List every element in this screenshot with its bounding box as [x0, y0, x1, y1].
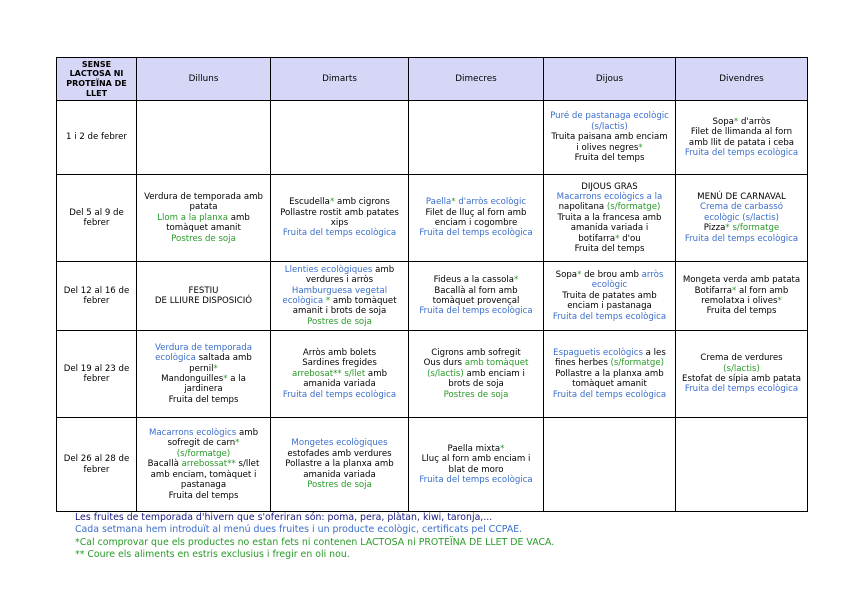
header-corner	[57, 58, 137, 101]
menu-text: *	[235, 438, 240, 449]
menu-text: Truita de patates amb	[562, 290, 657, 301]
menu-text: Truita a la francesa amb	[557, 212, 662, 223]
menu-line	[548, 122, 671, 132]
menu-text: *	[732, 285, 737, 296]
menu-line	[275, 390, 404, 400]
menu-text: ecològica	[155, 353, 196, 364]
menu-text: DIJOUS GRAS	[581, 181, 638, 192]
menu-text: Fruita del temps ecològica	[419, 474, 533, 485]
menu-line	[275, 197, 404, 207]
menu-text: napolitana	[558, 202, 607, 213]
menu-line	[141, 192, 266, 202]
menu-text: Pollastre rostit amb patates	[280, 207, 399, 218]
menu-text: Fruita del temps ecològica	[684, 233, 799, 244]
menu-text: Fruita del temps ecològica	[419, 228, 533, 239]
menu-text: Fruita del temps	[706, 306, 777, 317]
menu-text: enciam i cogombre	[434, 218, 518, 228]
menu-text: Macarrons ecològics	[148, 428, 237, 439]
menu-cell-dimarts	[271, 331, 409, 418]
week-label-line: 1 i 2 de febrer	[66, 132, 127, 143]
menu-line	[548, 312, 671, 322]
menu-text: ecològic	[591, 280, 628, 291]
menu-line	[548, 369, 671, 379]
menu-text: *	[514, 275, 519, 286]
menu-line	[413, 286, 539, 296]
menu-text: tomàquet amanit	[166, 223, 241, 234]
corner-line: PROTEÏNA DE	[66, 79, 127, 88]
menu-text: Sardines fregides	[302, 358, 377, 369]
menu-cell-dilluns	[137, 262, 271, 331]
menu-text: al forn amb	[736, 285, 789, 296]
menu-text: *	[577, 269, 582, 280]
menu-line	[680, 202, 803, 212]
menu-text: amb	[365, 368, 388, 379]
week-label	[57, 175, 137, 262]
menu-text: Pollastre a la planxa amb	[555, 368, 664, 379]
menu-text: Macarrons ecològics a la	[556, 191, 663, 202]
menu-text: arròs	[641, 269, 664, 280]
menu-cell-dimarts	[271, 175, 409, 262]
day-header-divendres: Divendres	[676, 58, 808, 101]
menu-line	[141, 223, 266, 233]
week-row	[57, 175, 808, 262]
menu-line	[680, 213, 803, 223]
menu-cell-divendres	[676, 175, 808, 262]
menu-text: Pizza	[703, 223, 726, 234]
menu-line	[548, 291, 671, 301]
menu-text: (s/lactis)	[427, 368, 464, 379]
menu-text: Postres de soja	[443, 389, 509, 400]
week-label-line: Del 12 al 16 de	[63, 285, 130, 296]
day-header-dimecres: Dimecres	[409, 58, 544, 101]
menu-text: Fruita del temps ecològica	[552, 389, 667, 400]
menu-cell-divendres	[676, 101, 808, 175]
menu-text: *	[777, 296, 782, 306]
menu-line	[548, 390, 671, 400]
menu-line	[680, 223, 803, 233]
menu-text: Fruita del temps	[168, 490, 239, 501]
menu-text: ** s/llet	[333, 368, 366, 379]
menu-line	[275, 470, 404, 480]
menu-text: Hamburguesa vegetal	[291, 285, 388, 296]
menu-text: Fruita del temps	[168, 394, 239, 405]
menu-line	[680, 384, 803, 394]
day-header-dimarts: Dimarts	[271, 58, 409, 101]
week-label-line: Del 5 al 9 de	[69, 207, 124, 218]
menu-text: a la	[227, 374, 246, 384]
menu-text: *	[615, 233, 620, 244]
menu-line	[413, 228, 539, 238]
menu-line	[275, 218, 404, 228]
menu-text: d'arròs	[738, 116, 771, 127]
menu-line	[275, 358, 404, 368]
menu-line	[548, 153, 671, 163]
menu-line	[680, 286, 803, 296]
menu-text: amb tomàquet	[464, 358, 529, 369]
menu-line	[141, 480, 266, 490]
menu-text: botifarra	[578, 233, 616, 244]
menu-text: Fruita del temps ecològica	[552, 311, 667, 322]
menu-cell-dijous	[544, 331, 676, 418]
menu-cell-dimecres	[409, 331, 544, 418]
menu-cell-dilluns	[137, 101, 271, 175]
menu-text: tomàquet provençal	[432, 296, 520, 306]
menu-text: *	[329, 197, 335, 208]
menu-text: i olives negres	[576, 142, 639, 153]
menu-text: s/formatge	[729, 223, 780, 234]
corner-line: SENSE	[81, 59, 112, 69]
menu-text: Espaguetis ecològics	[553, 347, 643, 358]
menu-text: amb	[372, 264, 395, 275]
menu-text: Cigrons amb sofregit	[431, 347, 521, 358]
menu-line	[275, 438, 404, 448]
menu-line	[413, 275, 539, 285]
week-row	[57, 331, 808, 418]
menu-text: *	[213, 363, 218, 374]
week-row	[57, 101, 808, 175]
menu-line	[141, 395, 266, 405]
menu-text: ecològic (s/lactis)	[704, 212, 779, 223]
menu-text: Paella	[425, 197, 452, 208]
week-label	[57, 331, 137, 418]
menu-cell-dijous	[544, 262, 676, 331]
menu-text: Fideus a la cassola	[433, 275, 515, 286]
menu-line	[413, 208, 539, 218]
menu-line	[141, 470, 266, 480]
menu-cell-divendres	[676, 418, 808, 512]
menu-text: *	[733, 116, 739, 127]
menu-line	[680, 306, 803, 316]
menu-text: a les	[642, 347, 666, 358]
week-row	[57, 262, 808, 331]
menu-line	[141, 364, 266, 374]
menu-line	[275, 348, 404, 358]
menu-cell-divendres	[676, 262, 808, 331]
menu-cell-dimecres	[409, 418, 544, 512]
menu-line	[275, 296, 404, 306]
menu-text: Fruita del temps	[574, 153, 645, 164]
menu-text: Fruita del temps ecològica	[282, 389, 397, 400]
menu-text: *	[223, 374, 228, 384]
menu-line	[275, 480, 404, 490]
menu-line	[548, 280, 671, 290]
corner-line: LLET	[85, 88, 108, 98]
menu-line	[275, 275, 404, 285]
menu-text: Ous durs	[423, 358, 465, 369]
menu-cell-dimarts	[271, 418, 409, 512]
menu-text: Fruita del temps	[574, 244, 645, 255]
menu-text: Truita paisana amb enciam	[551, 132, 668, 143]
menu-text: Sopa	[712, 116, 734, 127]
menu-cell-dijous	[544, 418, 676, 512]
menu-text: jardinera	[184, 384, 223, 395]
menu-line	[141, 343, 266, 353]
menu-text: Postres de soja	[171, 233, 236, 244]
menu-text: Crema de carbassó	[700, 202, 783, 213]
week-label-line: febrer	[83, 464, 110, 475]
menu-line	[275, 317, 404, 327]
menu-text: Botifarra	[694, 285, 733, 296]
menu-line	[548, 348, 671, 358]
menu-line	[141, 374, 266, 384]
week-label	[57, 262, 137, 331]
menu-text: saltada amb	[195, 353, 252, 364]
week-label-line: febrer	[83, 374, 110, 384]
menu-text: arrebossat	[181, 459, 228, 470]
menu-text: blat de moro	[448, 464, 504, 475]
menu-line	[141, 353, 266, 363]
menu-text: (s/formatge)	[606, 202, 661, 213]
menu-cell-dijous	[544, 101, 676, 175]
note-ecological: Cada setmana hem introduït al menú dues fruites i un producte ecològic, certificats pel CCPAE.	[75, 524, 523, 536]
note-cooking: ** Coure els aliments en estris exclusius i fregir en oli nou.	[75, 549, 350, 561]
menu-line	[413, 369, 539, 379]
menu-text: enciam i pastanaga	[567, 301, 652, 312]
menu-text: (s/lactis)	[591, 121, 628, 132]
menu-text: brots de soja	[448, 379, 504, 390]
menu-line	[680, 148, 803, 158]
menu-text: d'ou	[619, 233, 641, 244]
menu-line	[413, 358, 539, 368]
menu-line	[548, 270, 671, 280]
menu-line	[680, 138, 803, 148]
menu-text: ecològica	[282, 296, 326, 306]
menu-line	[141, 213, 266, 223]
menu-text: amb	[228, 212, 250, 223]
menu-text: *	[500, 443, 505, 454]
menu-text: amb cigrons	[334, 197, 390, 208]
week-row	[57, 418, 808, 512]
menu-text: sofregit de carn	[167, 438, 236, 449]
menu-line	[548, 111, 671, 121]
menu-line	[413, 475, 539, 485]
menu-line	[548, 301, 671, 311]
menu-text: Bacallà	[147, 459, 182, 470]
menu-text: Sopa	[555, 269, 578, 280]
footnotes	[75, 512, 554, 562]
menu-line	[680, 234, 803, 244]
menu-line	[141, 384, 266, 394]
menu-text: amb enciam, tomàquet i	[150, 469, 257, 480]
menu-text: Mandonguilles	[161, 374, 224, 384]
menu-text: (s/formatge)	[610, 358, 665, 369]
menu-text: Crema de verdures	[700, 353, 783, 364]
menu-line	[680, 192, 803, 202]
menu-text: Llom a la planxa	[157, 212, 228, 223]
menu-line	[141, 286, 266, 296]
menu-text: (s/lactis)	[723, 363, 760, 374]
menu-line	[548, 213, 671, 223]
menu-line	[141, 449, 266, 459]
menu-cell-dilluns	[137, 418, 271, 512]
menu-line	[548, 358, 671, 368]
menu-text: fines herbes	[554, 358, 611, 369]
menu-line	[548, 244, 671, 254]
menu-text: *	[638, 142, 643, 153]
menu-line	[413, 218, 539, 228]
menu-cell-dimarts	[271, 101, 409, 175]
menu-text: Fruita del temps ecològica	[419, 306, 533, 317]
menu-text: Estofat de sípia amb patata	[682, 374, 801, 384]
menu-text: remolatxa i olives	[701, 296, 778, 306]
menu-line	[548, 182, 671, 192]
menu-line	[275, 228, 404, 238]
menu-line	[275, 208, 404, 218]
menu-text: Paella mixta	[447, 443, 501, 454]
menu-line	[548, 379, 671, 389]
menu-line	[680, 374, 803, 384]
menu-text: Fruita del temps ecològica	[684, 147, 799, 158]
menu-text: Bacallà al forn amb	[434, 285, 518, 296]
menu-line	[413, 390, 539, 400]
menu-text: Postres de soja	[307, 480, 372, 491]
menu-text: xips	[330, 218, 349, 228]
header-row	[57, 58, 808, 101]
menu-text: tomàquet amanit	[572, 379, 647, 390]
menu-line	[141, 438, 266, 448]
menu-text: Llenties ecològiques	[284, 264, 373, 275]
menu-line	[680, 127, 803, 137]
menu-line	[548, 234, 671, 244]
menu-line	[680, 117, 803, 127]
menu-line	[413, 454, 539, 464]
menu-text: Pollastre a la planxa amb	[285, 459, 394, 470]
menu-line	[275, 459, 404, 469]
menu-text: Postres de soja	[307, 316, 372, 327]
week-label-line: febrer	[83, 296, 110, 306]
menu-line	[141, 459, 266, 469]
week-label-line: Del 19 al 23 de	[63, 363, 130, 374]
note-fruits: Les fruites de temporada d'hivern que s'oferiran són: poma, pera, plàtan, kiwi, taronja,...	[75, 512, 493, 523]
menu-cell-dimecres	[409, 101, 544, 175]
menu-text: MENÚ DE CARNAVAL	[697, 191, 786, 202]
menu-cell-divendres	[676, 331, 808, 418]
menu-text: *	[325, 296, 331, 306]
corner-line: LACTOSA NI	[69, 69, 124, 79]
menu-line	[141, 296, 266, 306]
menu-text: Puré de pastanaga ecològic	[550, 111, 669, 122]
menu-text: amb	[236, 428, 259, 439]
menu-text: *	[725, 223, 730, 234]
menu-line	[275, 379, 404, 389]
menu-cell-dilluns	[137, 331, 271, 418]
menu-line	[413, 465, 539, 475]
menu-text: Mongetes ecològiques	[291, 438, 388, 449]
week-label-line: febrer	[83, 218, 110, 228]
menu-cell-dimarts	[271, 262, 409, 331]
menu-text: Verdura de temporada	[154, 342, 253, 353]
menu-text: Filet de llimanda al forn	[690, 127, 793, 138]
menu-text: amb tomàquet	[330, 296, 397, 306]
menu-text: amanida variada i	[570, 223, 649, 234]
menu-text: s/llet	[235, 459, 260, 470]
menu-line	[141, 428, 266, 438]
menu-text: Filet de lluç al forn amb	[425, 207, 527, 218]
menu-text: Arròs amb bolets	[302, 347, 377, 358]
menu-line	[141, 491, 266, 501]
menu-text: pastanaga	[180, 480, 227, 491]
menu-text: *	[451, 197, 456, 208]
menu-line	[413, 444, 539, 454]
menu-line	[548, 143, 671, 153]
menu-text: patata	[189, 202, 218, 213]
week-label	[57, 418, 137, 512]
menu-text: verdures i arròs	[305, 275, 374, 286]
day-header-dijous: Dijous	[544, 58, 676, 101]
menu-line	[548, 202, 671, 212]
menu-line	[413, 379, 539, 389]
menu-text: pernil	[189, 363, 214, 374]
week-label-line: Del 26 al 28 de	[63, 454, 130, 465]
menu-text: amanida variada	[303, 469, 376, 480]
week-label	[57, 101, 137, 175]
menu-line	[413, 306, 539, 316]
menu-text: Mongeta verda amb patata	[682, 275, 801, 286]
menu-line	[413, 296, 539, 306]
menu-line	[275, 265, 404, 275]
menu-table	[56, 57, 808, 512]
menu-cell-dijous	[544, 175, 676, 262]
menu-cell-dilluns	[137, 175, 271, 262]
menu-line	[680, 275, 803, 285]
menu-cell-dimecres	[409, 262, 544, 331]
day-header-dilluns: Dilluns	[137, 58, 271, 101]
menu-line	[141, 234, 266, 244]
menu-line	[548, 192, 671, 202]
menu-text: Lluç al forn amb enciam i	[421, 454, 531, 465]
menu-text: Fruita del temps ecològica	[282, 228, 397, 239]
menu-line	[680, 353, 803, 363]
menu-text: amb llit de patata i ceba	[688, 137, 795, 148]
menu-cell-dimecres	[409, 175, 544, 262]
menu-line	[548, 132, 671, 142]
menu-text: FESTIU	[188, 285, 219, 296]
menu-text: d'arròs ecològic	[455, 197, 527, 208]
menu-text: Fruita del temps ecològica	[684, 384, 799, 395]
menu-text: (s/formatge)	[176, 448, 231, 459]
menu-line	[680, 364, 803, 374]
menu-text: DE LLIURE DISPOSICIÓ	[154, 296, 253, 306]
note-lactose-warning: *Cal comprovar que els productes no estan fets ni contenen LACTOSA ni PROTEÏNA DE LLET DE VACA.	[75, 536, 555, 548]
menu-text: amanida variada	[303, 379, 376, 390]
menu-text: de brou amb	[581, 269, 642, 280]
menu-line	[413, 197, 539, 207]
menu-line	[275, 286, 404, 296]
menu-line	[275, 369, 404, 379]
menu-text: Verdura de temporada amb	[144, 191, 263, 202]
menu-text: amanit i brots de soja	[292, 306, 387, 317]
menu-text: amb enciam i	[463, 368, 525, 379]
menu-line	[413, 348, 539, 358]
menu-line	[275, 449, 404, 459]
menu-line	[275, 306, 404, 316]
menu-text: estofades amb verdures	[287, 448, 392, 459]
menu-text: Escudella	[289, 197, 330, 208]
menu-line	[680, 296, 803, 306]
menu-text: arrebosat	[291, 368, 334, 379]
menu-text: **	[227, 459, 236, 470]
menu-line	[548, 223, 671, 233]
menu-line	[141, 202, 266, 212]
